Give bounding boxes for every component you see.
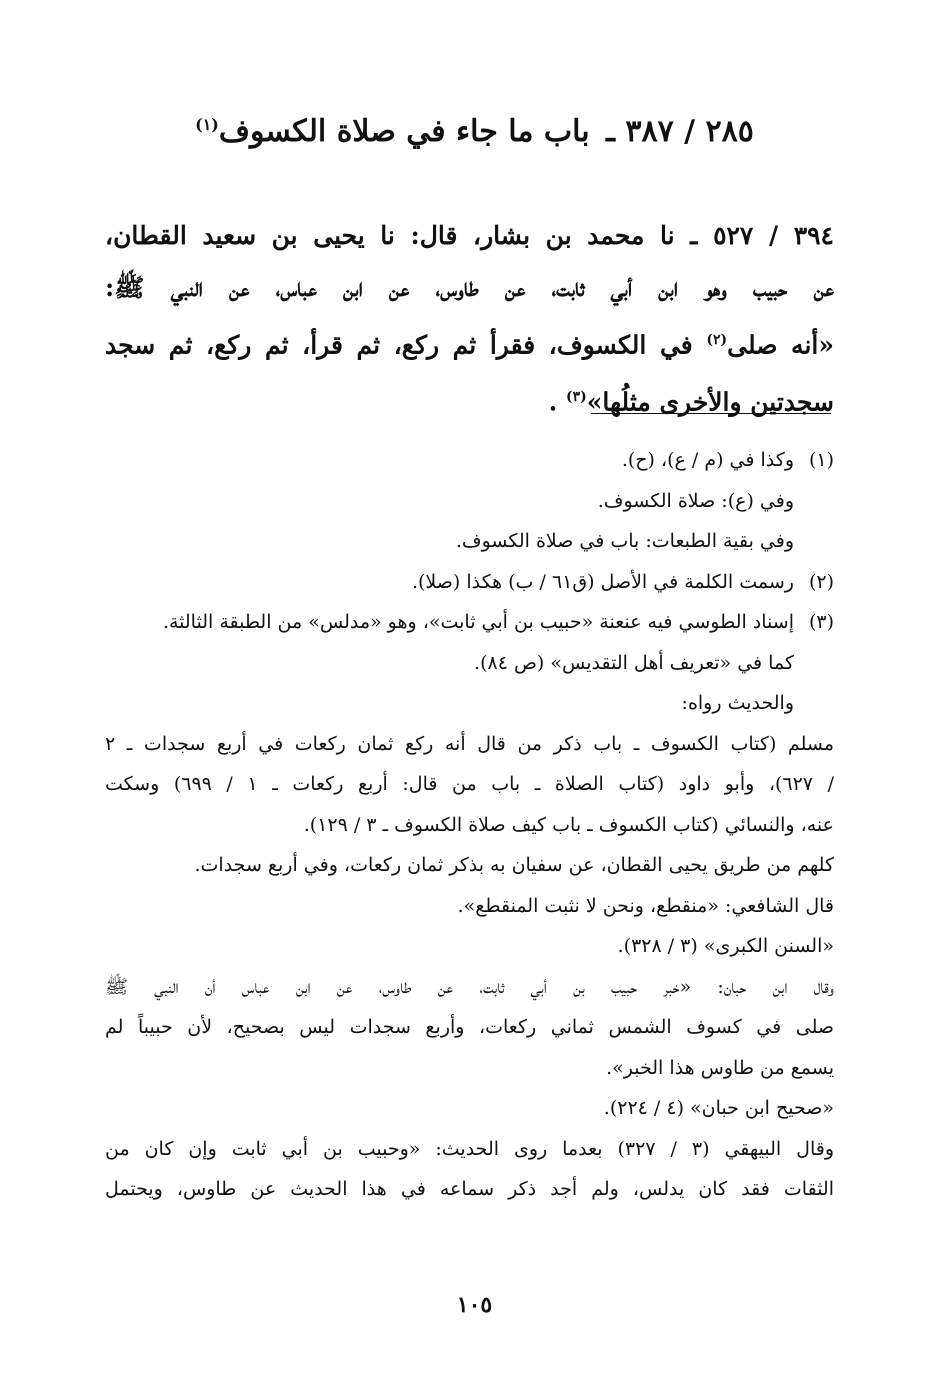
- hadith-fragment: في الكسوف، فقرأ ثم ركع، ثم قرأ، ثم ركع، ثم سجد: [105, 330, 707, 360]
- chapter-number: ٢٨٥ / ٣٨٧ ـ: [606, 114, 754, 149]
- footnote-line: مسلم (كتاب الكسوف ـ باب ذكر من قال أنه ركع ثمان ركعات في أربع سجدات ـ ٢: [105, 732, 834, 755]
- footnote-text: رسمت الكلمة في الأصل (ق٦١ / ب) هكذا (صلا).: [411, 570, 794, 593]
- footnote-line: يسمع من طاوس هذا الخبر».: [606, 1056, 834, 1079]
- footnote-line: [105, 440, 834, 481]
- footnote-line: وقال البيهقي (٣ / ٣٢٧) بعدما روى الحديث: «وحبيب بن أبي ثابت وإن كان من: [105, 1137, 834, 1160]
- footnote-separator: [591, 413, 831, 414]
- hadith-fragment: سجدتين والأخرى مثلُها»: [586, 387, 834, 417]
- chapter-heading: [100, 105, 849, 152]
- footnote-line: كلهم من طريق يحيى القطان، عن سفيان به بذكر ثمان ركعات، وفي أربع سجدات.: [194, 854, 834, 876]
- hadith-line: ٣٩٤ / ٥٢٧ ـ نا محمد بن بشار، قال: نا يحيى بن سعيد القطان،: [105, 221, 834, 250]
- footnote-line: [105, 602, 834, 643]
- footnote-marker: (١): [195, 115, 219, 134]
- footnote-line: والحديث رواه:: [681, 692, 794, 714]
- footnote-line: الثقات فقد كان يدلس، ولم أجد ذكر سماعه في هذا الحديث عن طاوس، ويحتمل: [105, 1178, 834, 1200]
- footnote-marker: (٢): [706, 332, 728, 348]
- footnotes: [105, 440, 834, 1210]
- footnote-number: (٢): [808, 570, 834, 593]
- chapter-title: باب ما جاء في صلاة الكسوف: [218, 114, 590, 149]
- hadith-line: [105, 371, 834, 428]
- footnote-line: قال الشافعي: «منقطع، ونحن لا نثبت المنقطع».: [457, 894, 834, 917]
- footnote-number: (٣): [808, 611, 834, 633]
- hadith-line: [105, 314, 834, 371]
- footnote-line: «صحيح ابن حبان» (٤ / ٢٢٤).: [603, 1097, 834, 1119]
- footnote-line: / ٦٢٧)، وأبو داود (كتاب الصلاة ـ باب من قال: أربع ركعات ـ ١ / ٦٩٩) وسكت: [105, 773, 834, 795]
- footnote-line: كما في «تعريف أهل التقديس» (ص ٨٤).: [474, 651, 794, 674]
- footnote-line: وفي (ع): صلاة الكسوف.: [597, 489, 794, 512]
- hadith-line: عن حبيب وهو ابن أبي ثابت، عن طاوس، عن ابن عباس، عن النبي ﷺ:: [105, 273, 834, 302]
- footnote-line: «السنن الكبرى» (٣ / ٣٢٨).: [617, 935, 834, 957]
- hadith-fragment: .: [548, 387, 566, 417]
- page-number: ١٠٥: [456, 1292, 493, 1318]
- footnote-line: وفي بقية الطبعات: باب في صلاة الكسوف.: [455, 530, 794, 552]
- hadith-fragment: «أنه صلى: [727, 330, 834, 360]
- footnote-marker: (٣): [566, 389, 587, 406]
- footnote-line: وقال ابن حبان: «خبر حبيب بن أبي ثابت، عن طاوس، عن ابن عباس أن النبي ﷺ: [105, 975, 834, 998]
- hadith-text: [105, 210, 834, 429]
- footnote-line: [105, 562, 834, 603]
- footnote-line: عنه، والنسائي (كتاب الكسوف ـ باب كيف صلاة الكسوف ـ ٣ / ١٢٩).: [303, 813, 834, 836]
- footnote-number: (١): [808, 449, 834, 471]
- footnote-line: صلى في كسوف الشمس ثماني ركعات، وأربع سجدات ليس بصحيح، لأن حبيباً لم: [105, 1016, 834, 1038]
- footnote-text: إسناد الطوسي فيه عنعنة «حبيب بن أبي ثابت»، وهو «مدلس» من الطبقة الثالثة.: [162, 611, 794, 633]
- footnote-text: وكذا في (م / ع)، (ح).: [621, 449, 794, 471]
